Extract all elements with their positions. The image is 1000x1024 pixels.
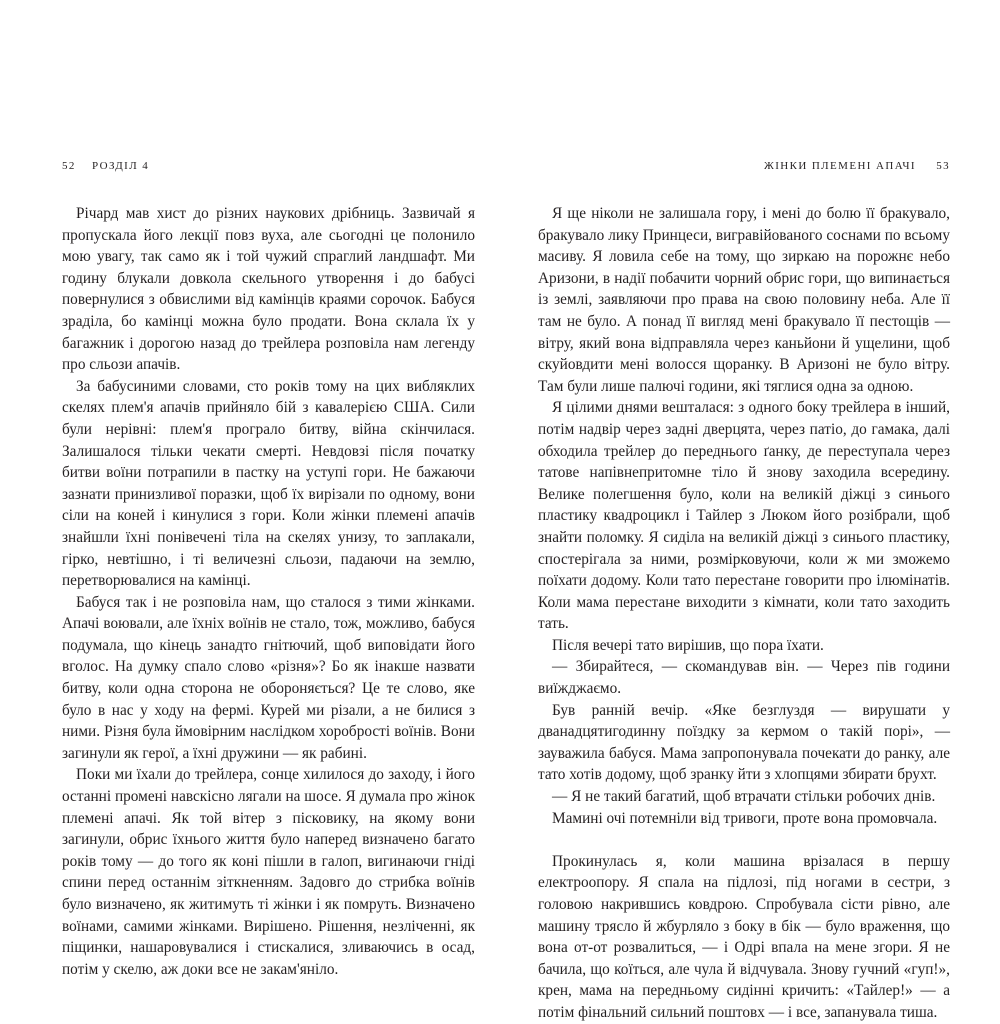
paragraph: Річард мав хист до різних наукових дрібниць. Зазвичай я пропускала його лекції повз вуха, але сьогодні це полонило мою увагу, так само як і той чужий спраглий ландшафт. Ми годину блукали довкола скельного утворення і до бабусі повернулися з обвислими від камінців краями сорочок. Бабуся зраділа, бо камінці можна було продати. Вона склала їх у багажник і дорогою назад до трейлера розповіла нам легенду про сльози апачів. <box>62 205 475 374</box>
paragraph: Я ще ніколи не залишала гору, і мені до болю її бракувало, бракувало лику Принцеси, вигравійованого соснами по всьому масиву. Я ловила себе на тому, що зиркаю на порожнє небо Аризони, в надії побачити чорний обрис гори, що випинається із землі, заявляючи про права на свою половину неба. Але її там не було. А понад її вигляд мені бракувало її пестощів — вітру, який вона відправляла через каньйони й ущелини, щоб скуйовдити мені волосся щоранку. В Аризоні не було вітру. Там були лише палючі години, які тяглися одна за одною. <box>538 205 950 395</box>
left-running-title: РОЗДІЛ 4 <box>92 160 150 172</box>
right-running-head <box>538 158 950 174</box>
paragraph: Мамині очі потемніли від тривоги, проте вона промовчала. <box>552 809 938 827</box>
paragraph: За бабусиними словами, сто років тому на цих вибляклих скелях плем'я апачів прийняло бій з кавалерією США. Сили були нерівні: плем'я програло битву, війна скінчилася. Залишалося тільки чекати смерті. Невдовзі після початку битви воїни потрапили в пастку на уступі гори. Не бажаючи зазнати принизливої поразки, щоб їх вирізали по одному, вони сіли на коней і кинулися з гори. Коли жінки племені апачів знайшли їхні понівечені тіла на скелях унизу, то заплакали, гірко, невтішно, і ті величезні сльози, падаючи на землю, перетворювалися на камінці. <box>62 377 475 590</box>
right-running-title: ЖІНКИ ПЛЕМЕНІ АПАЧІ <box>763 160 916 172</box>
right-page <box>538 0 950 1021</box>
paragraph: Прокинулась я, коли машина врізалася в першу електроопору. Я спала на підлозі, під ногами в сестри, з головою накрившись ковдрою. Спробувала сісти рівно, але машину трясло й жбурляло з боку в бік — було враження, що вона от-от розвалиться, — і Одрі впала на мене згори. Я не бачила, що коїться, але чула й відчувала. Знову гучний «гуп!», крен, мама на передньому сидінні кричить: «Тайлер!» — а потім фінальний сильний поштовх — і все, запанувала тиша. <box>538 852 950 1021</box>
paragraph: — Збирайтеся, — скомандував він. — Через пів години виїжджаємо. <box>538 658 950 698</box>
left-page <box>62 0 475 1000</box>
paragraph: Був ранній вечір. «Яке безглуздя — вирушати у дванадцятигодинну поїздку за кермом о такій порі», — зауважила бабуся. Мама запропонувала почекати до ранку, але тато хотів додому, щоб зранку йти з хлопцями збирати брухт. <box>538 701 950 784</box>
right-page-number: 53 <box>936 160 950 172</box>
paragraph: — Я не такий багатий, щоб втрачати стільки робочих днів. <box>552 788 936 806</box>
paragraph: Поки ми їхали до трейлера, сонце хилилося до заходу, і його останні промені навскісно лягали на шосе. Я думала про жінок племені апачі. Як той вітер з пісковику, на якому вони загинули, обрис їхнього життя було наперед визначено багато років тому — до того як коні пішли в галоп, вигинаючи гніді спини перед останнім зіткненням. Задовго до стрибка воїнів було визначено, як житимуть ті жінки і як помруть. Визначено воїнами, самими жінками. Вирішено. Рішення, незліченні, як піщинки, нашаровувалися і стискалися, зливаючись в осад, потім у скелю, аж доки все не закам'яніло. <box>62 766 475 978</box>
left-page-number: 52 <box>62 160 76 172</box>
left-body-text <box>62 203 475 980</box>
right-body-text <box>538 203 950 1024</box>
paragraph: Бабуся так і не розповіла нам, що сталося з тими жінками. Апачі воювали, але їхніх воїнів не стало, тож, можливо, бабуся подумала, що кінець занадто гнітючий, щоб виповідати його вголос. На думку спало слово «різня»? Бо як інакше назвати битву, коли одна сторона не обороняється? Це те слово, яке було в нас у ходу на фермі. Курей ми різали, а не билися з ними. Різня була ймовірним наслідком хоробрості воїнів. Вони загинули як герої, а їхні дружини — як рабині. <box>62 593 475 762</box>
left-running-head <box>62 158 475 174</box>
paragraph: Після вечері тато вирішив, що пора їхати. <box>552 636 824 654</box>
paragraph: Я цілими днями вешталася: з одного боку трейлера в інший, потім надвір через задні дверцята, через патіо, до гамака, далі обходила трейлер до переднього ґанку, де переступала через татове напівнепритомне тіло й знову заходила всередину. Велике полегшення було, коли на великій діжці з синього пластику квадроцикл і Тайлер з Люком його розібрали, щоб знайти поломку. Я сиділа на великій діжці з синього пластику, спостерігала за ними, розмірковуючи, коли ж ми зможемо поїхати додому. Коли тато перестане говорити про ілюмінатів. Коли мама перестане виходити з кімнати, коли тато заходить тать. <box>538 399 950 633</box>
